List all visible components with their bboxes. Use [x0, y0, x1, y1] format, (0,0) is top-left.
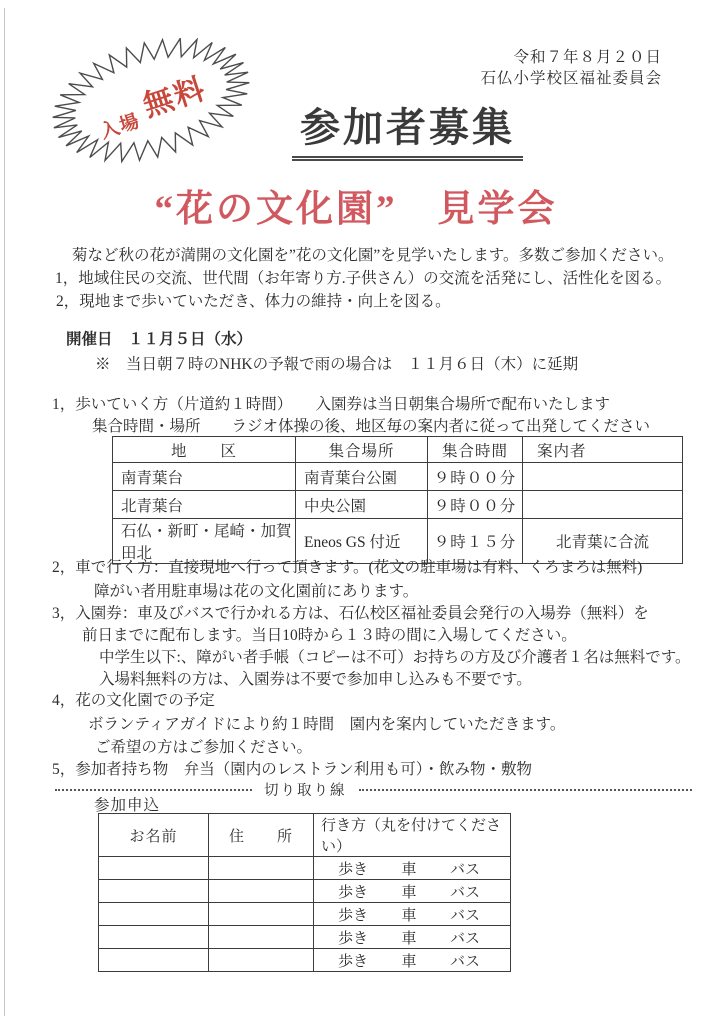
place-cell: 中央公園	[296, 491, 428, 519]
event-date-line: 開催日 １１月５日（水）	[66, 331, 253, 348]
place-cell: 南青葉台公園	[296, 463, 428, 491]
col-header-guide: 案内者	[523, 437, 683, 463]
item1-line2: 集合時間・場所 ラジオ体操の後、地区毎の案内者に従って出発してください	[92, 418, 651, 435]
time-cell: ９時００分	[428, 491, 523, 519]
col-header-name: お名前	[99, 814, 209, 857]
application-row	[99, 949, 511, 972]
application-row	[99, 926, 511, 949]
address-blank-cell	[209, 903, 314, 926]
time-cell: ９時００分	[428, 463, 523, 491]
item1-line1: 1，歩いていく方（片道約１時間） 入園券は当日朝集合場所で配布いたします	[52, 396, 611, 413]
intro-line-3: 2，現地まで歩いていただき、体力の維持・向上を図る。	[56, 293, 451, 310]
method-cell	[314, 949, 511, 972]
badge-admission-label: 入場	[98, 110, 143, 144]
district-cell: 南青葉台	[113, 463, 296, 491]
application-form-table	[98, 813, 511, 972]
method-cell	[314, 880, 511, 903]
col-header-district: 地 区	[113, 437, 296, 463]
item5-line1: 5，参加者持ち物 弁当（園内のレストラン利用も可）・飲み物・敷物	[52, 761, 533, 778]
application-row	[99, 880, 511, 903]
option-bus: バス	[449, 953, 480, 970]
issue-date: 令和７年８月２０日	[513, 49, 662, 66]
option-walk: 歩き	[338, 861, 369, 878]
cut-line-dots-right	[359, 789, 693, 791]
meeting-table-row	[113, 491, 683, 519]
item3-line4: 入場料無料の方は、入園券は不要で参加申し込みも不要です。	[99, 671, 532, 688]
name-blank-cell	[99, 857, 209, 880]
application-row	[99, 857, 511, 880]
option-walk: 歩き	[338, 907, 369, 924]
meeting-table-header-row	[113, 437, 683, 463]
option-bus: バス	[449, 861, 480, 878]
method-cell	[314, 857, 511, 880]
item2-line2: 障がい者用駐車場は花の文化園前にあります。	[94, 583, 419, 600]
guide-cell	[523, 491, 683, 519]
option-bus: バス	[449, 907, 480, 924]
event-title: “花の文化園” 見学会	[154, 189, 558, 230]
option-bus: バス	[449, 884, 480, 901]
time-cell: ９時１５分	[428, 519, 523, 564]
district-cell: 石仏・新町・尾崎・加賀田北	[113, 519, 296, 564]
badge-free-label: 無料	[139, 72, 211, 124]
item3-line3: 中学生以下:、障がい者手帳（コピーは不可）お持ちの方及び介護者１名は無料です。	[99, 649, 691, 666]
header-date-block	[480, 47, 662, 89]
option-walk: 歩き	[338, 953, 369, 970]
col-header-time: 集合時間	[428, 437, 523, 463]
item4-line1: 4，花の文化園での予定	[52, 692, 215, 709]
application-header-row	[99, 814, 511, 857]
item4-line2: ボランティアガイドにより約１時間 園内を案内していただきます。	[88, 716, 566, 733]
cut-line-label: 切り取り線	[264, 783, 347, 799]
application-title: 参加申込	[94, 797, 161, 814]
col-header-address: 住 所	[209, 814, 314, 857]
method-cell	[314, 903, 511, 926]
address-blank-cell	[209, 880, 314, 903]
item2-line1: 2，車で行く方：直接現地へ行って頂きます。(花文の駐車場は有料、くろまろは無料)	[52, 559, 643, 576]
district-cell: 北青葉台	[113, 491, 296, 519]
scan-artifact-line	[4, 8, 5, 1016]
method-cell	[314, 926, 511, 949]
organization-name: 石仏小学校区福祉委員会	[480, 70, 662, 87]
application-row	[99, 903, 511, 926]
meeting-table	[112, 436, 683, 564]
option-car: 車	[401, 861, 417, 878]
address-blank-cell	[209, 926, 314, 949]
option-car: 車	[401, 930, 417, 947]
name-blank-cell	[99, 880, 209, 903]
intro-line-2: 1，地域住民の交流、世代間（お年寄り方.子供さん）の交流を活発にし、活性化を図る。	[55, 270, 672, 287]
item3-line1: 3，入園券：車及びバスで行かれる方は、石仏校区福祉委員会発行の入場券（無料）を	[52, 605, 649, 622]
name-blank-cell	[99, 926, 209, 949]
page-title: 参加者募集	[292, 96, 523, 161]
meeting-table-row	[113, 463, 683, 491]
option-walk: 歩き	[338, 884, 369, 901]
option-car: 車	[401, 953, 417, 970]
free-admission-badge	[44, 38, 260, 164]
name-blank-cell	[99, 903, 209, 926]
item3-line2: 前日までに配布します。当日10時から１３時の間に入場してください。	[82, 627, 577, 644]
guide-cell: 北青葉に合流	[523, 519, 683, 564]
option-bus: バス	[449, 930, 480, 947]
address-blank-cell	[209, 857, 314, 880]
item4-line3: ご希望の方はご参加ください。	[95, 739, 313, 756]
cut-line-dots-left	[55, 789, 252, 791]
address-blank-cell	[209, 949, 314, 972]
place-cell: Eneos GS 付近	[296, 519, 428, 564]
col-header-place: 集合場所	[296, 437, 428, 463]
intro-line-1: 菊など秋の花が満開の文化園を”花の文化園”を見学いたします。多数ご参加ください。	[72, 247, 674, 264]
meeting-table-row	[113, 519, 683, 564]
col-header-method: 行き方（丸を付けてください）	[314, 814, 511, 857]
option-car: 車	[401, 884, 417, 901]
rain-note-line: ※ 当日朝７時のNHKの予報で雨の場合は １１月６日（木）に延期	[95, 356, 579, 373]
option-car: 車	[401, 907, 417, 924]
name-blank-cell	[99, 949, 209, 972]
option-walk: 歩き	[338, 930, 369, 947]
guide-cell	[523, 463, 683, 491]
